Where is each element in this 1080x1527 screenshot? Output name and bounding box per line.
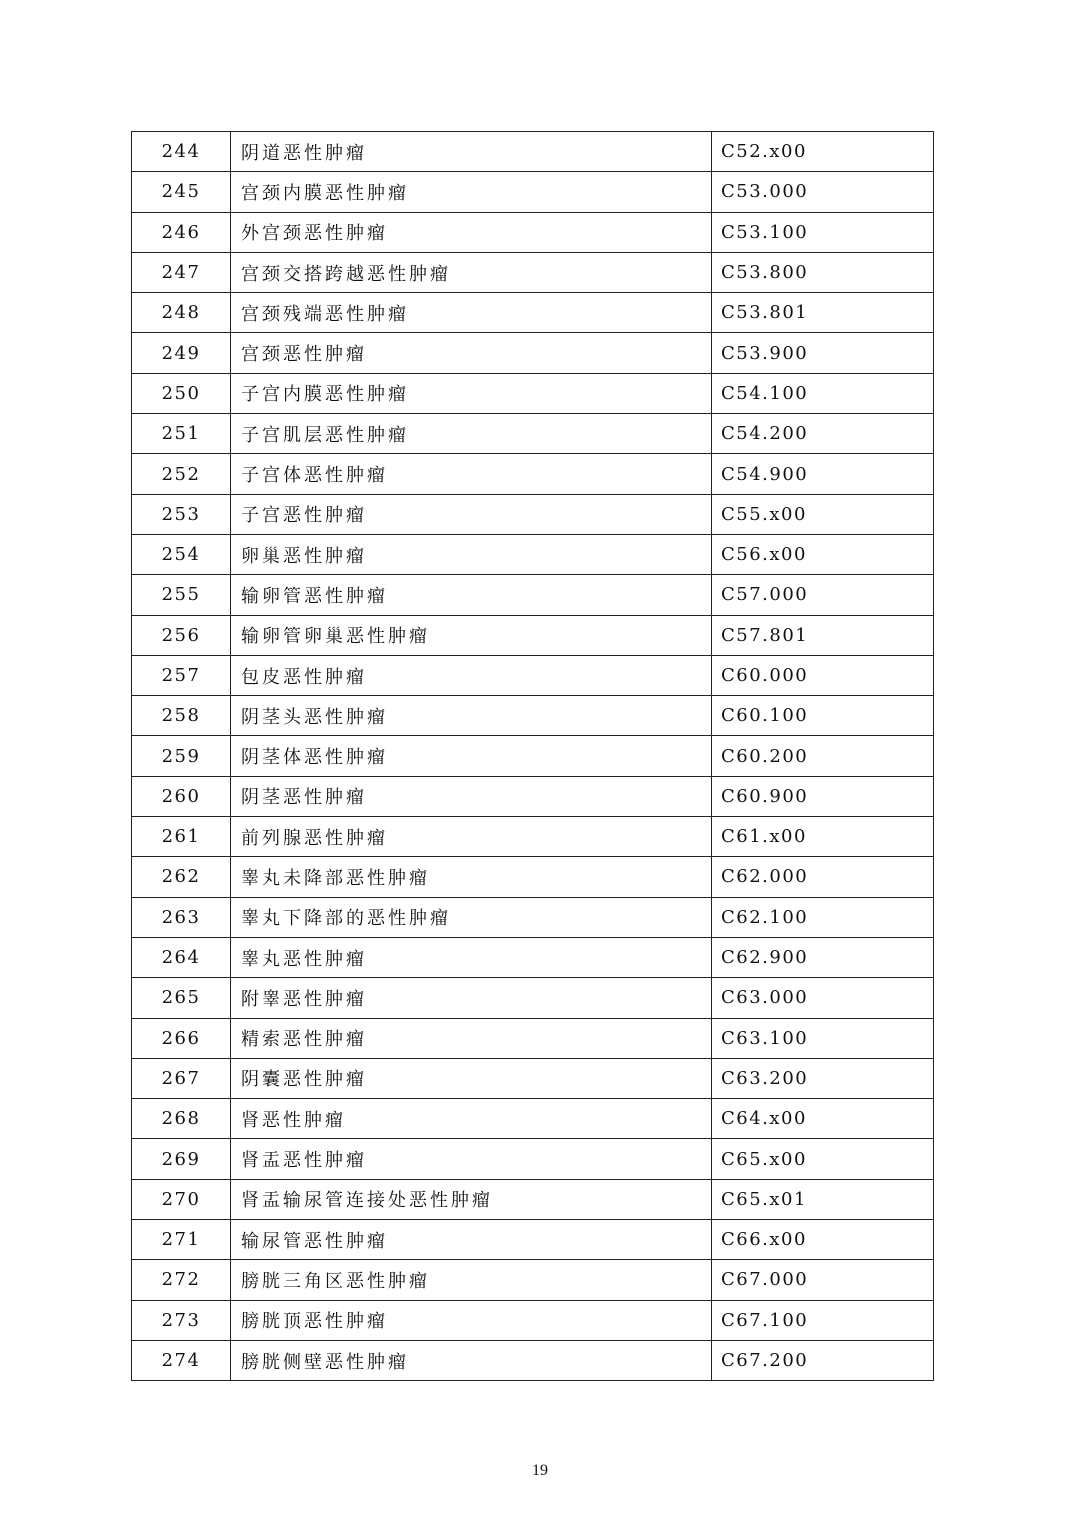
row-number-cell: 257 <box>132 655 231 695</box>
icd-code-cell: C63.200 <box>712 1058 934 1098</box>
icd-code-cell: C53.800 <box>712 252 934 292</box>
icd-code-cell: C63.100 <box>712 1018 934 1058</box>
disease-name-cell: 阴茎体恶性肿瘤 <box>231 736 712 776</box>
table-row <box>132 575 934 615</box>
disease-name-cell: 肾恶性肿瘤 <box>231 1099 712 1139</box>
disease-name-cell: 精索恶性肿瘤 <box>231 1018 712 1058</box>
row-number-cell: 271 <box>132 1220 231 1260</box>
disease-name-cell: 包皮恶性肿瘤 <box>231 655 712 695</box>
row-number-cell: 246 <box>132 212 231 252</box>
icd-code-cell: C66.x00 <box>712 1220 934 1260</box>
disease-name-cell: 附睾恶性肿瘤 <box>231 978 712 1018</box>
table-row <box>132 333 934 373</box>
disease-name-cell: 肾盂输尿管连接处恶性肿瘤 <box>231 1179 712 1219</box>
icd-code-cell: C62.000 <box>712 857 934 897</box>
icd-code-cell: C61.x00 <box>712 817 934 857</box>
icd-code-cell: C54.900 <box>712 454 934 494</box>
row-number-cell: 269 <box>132 1139 231 1179</box>
disease-name-cell: 睾丸未降部恶性肿瘤 <box>231 857 712 897</box>
icd-code-cell: C67.100 <box>712 1300 934 1340</box>
table-row <box>132 978 934 1018</box>
disease-name-cell: 宫颈内膜恶性肿瘤 <box>231 172 712 212</box>
icd-code-cell: C52.x00 <box>712 132 934 172</box>
row-number-cell: 266 <box>132 1018 231 1058</box>
table-row <box>132 373 934 413</box>
icd-code-cell: C65.x01 <box>712 1179 934 1219</box>
icd-code-cell: C56.x00 <box>712 534 934 574</box>
row-number-cell: 270 <box>132 1179 231 1219</box>
table-row <box>132 212 934 252</box>
row-number-cell: 249 <box>132 333 231 373</box>
icd-code-cell: C53.100 <box>712 212 934 252</box>
row-number-cell: 248 <box>132 293 231 333</box>
table-row <box>132 252 934 292</box>
icd-code-cell: C60.900 <box>712 776 934 816</box>
table-row <box>132 414 934 454</box>
row-number-cell: 251 <box>132 414 231 454</box>
table-body <box>132 132 934 1381</box>
row-number-cell: 253 <box>132 494 231 534</box>
disease-name-cell: 宫颈恶性肿瘤 <box>231 333 712 373</box>
disease-name-cell: 睾丸下降部的恶性肿瘤 <box>231 897 712 937</box>
icd-code-cell: C67.200 <box>712 1340 934 1380</box>
table-row <box>132 1058 934 1098</box>
icd-code-cell: C62.900 <box>712 937 934 977</box>
disease-name-cell: 阴囊恶性肿瘤 <box>231 1058 712 1098</box>
row-number-cell: 272 <box>132 1260 231 1300</box>
disease-name-cell: 子宫肌层恶性肿瘤 <box>231 414 712 454</box>
row-number-cell: 259 <box>132 736 231 776</box>
disease-name-cell: 外宫颈恶性肿瘤 <box>231 212 712 252</box>
icd-code-cell: C64.x00 <box>712 1099 934 1139</box>
row-number-cell: 267 <box>132 1058 231 1098</box>
table-row <box>132 736 934 776</box>
row-number-cell: 261 <box>132 817 231 857</box>
disease-name-cell: 膀胱三角区恶性肿瘤 <box>231 1260 712 1300</box>
row-number-cell: 274 <box>132 1340 231 1380</box>
icd-code-cell: C60.100 <box>712 696 934 736</box>
table-row <box>132 454 934 494</box>
row-number-cell: 268 <box>132 1099 231 1139</box>
table-row <box>132 937 934 977</box>
table-row <box>132 132 934 172</box>
table-row <box>132 1260 934 1300</box>
row-number-cell: 252 <box>132 454 231 494</box>
icd-code-cell: C53.801 <box>712 293 934 333</box>
disease-name-cell: 睾丸恶性肿瘤 <box>231 937 712 977</box>
icd-code-cell: C57.801 <box>712 615 934 655</box>
disease-name-cell: 宫颈残端恶性肿瘤 <box>231 293 712 333</box>
disease-name-cell: 前列腺恶性肿瘤 <box>231 817 712 857</box>
table-row <box>132 1220 934 1260</box>
table-row <box>132 817 934 857</box>
disease-name-cell: 输尿管恶性肿瘤 <box>231 1220 712 1260</box>
icd-code-cell: C60.000 <box>712 655 934 695</box>
disease-name-cell: 宫颈交搭跨越恶性肿瘤 <box>231 252 712 292</box>
disease-name-cell: 卵巢恶性肿瘤 <box>231 534 712 574</box>
row-number-cell: 260 <box>132 776 231 816</box>
icd-code-cell: C62.100 <box>712 897 934 937</box>
row-number-cell: 256 <box>132 615 231 655</box>
disease-name-cell: 肾盂恶性肿瘤 <box>231 1139 712 1179</box>
row-number-cell: 254 <box>132 534 231 574</box>
icd-code-cell: C53.900 <box>712 333 934 373</box>
row-number-cell: 247 <box>132 252 231 292</box>
table-row <box>132 615 934 655</box>
table-row <box>132 655 934 695</box>
row-number-cell: 263 <box>132 897 231 937</box>
row-number-cell: 245 <box>132 172 231 212</box>
table-row <box>132 1179 934 1219</box>
row-number-cell: 250 <box>132 373 231 413</box>
row-number-cell: 262 <box>132 857 231 897</box>
icd-code-cell: C63.000 <box>712 978 934 1018</box>
icd-code-cell: C57.000 <box>712 575 934 615</box>
table-row <box>132 897 934 937</box>
table-row <box>132 696 934 736</box>
icd-code-cell: C60.200 <box>712 736 934 776</box>
disease-name-cell: 阴道恶性肿瘤 <box>231 132 712 172</box>
diagnosis-code-table <box>131 131 934 1381</box>
disease-name-cell: 膀胱顶恶性肿瘤 <box>231 1300 712 1340</box>
disease-name-cell: 输卵管卵巢恶性肿瘤 <box>231 615 712 655</box>
disease-name-cell: 输卵管恶性肿瘤 <box>231 575 712 615</box>
icd-code-cell: C65.x00 <box>712 1139 934 1179</box>
row-number-cell: 264 <box>132 937 231 977</box>
table-row <box>132 494 934 534</box>
table-row <box>132 1340 934 1380</box>
row-number-cell: 265 <box>132 978 231 1018</box>
disease-name-cell: 子宫恶性肿瘤 <box>231 494 712 534</box>
table-row <box>132 857 934 897</box>
row-number-cell: 244 <box>132 132 231 172</box>
icd-code-cell: C55.x00 <box>712 494 934 534</box>
table-row <box>132 172 934 212</box>
page-number: 19 <box>532 1462 548 1479</box>
table-row <box>132 1300 934 1340</box>
disease-name-cell: 子宫体恶性肿瘤 <box>231 454 712 494</box>
icd-code-cell: C54.100 <box>712 373 934 413</box>
row-number-cell: 273 <box>132 1300 231 1340</box>
row-number-cell: 258 <box>132 696 231 736</box>
table-row <box>132 293 934 333</box>
icd-code-cell: C53.000 <box>712 172 934 212</box>
icd-code-cell: C67.000 <box>712 1260 934 1300</box>
disease-name-cell: 膀胱侧壁恶性肿瘤 <box>231 1340 712 1380</box>
table-row <box>132 776 934 816</box>
icd-code-cell: C54.200 <box>712 414 934 454</box>
table-row <box>132 1018 934 1058</box>
table-row <box>132 534 934 574</box>
disease-name-cell: 阴茎头恶性肿瘤 <box>231 696 712 736</box>
table-row <box>132 1139 934 1179</box>
row-number-cell: 255 <box>132 575 231 615</box>
table-row <box>132 1099 934 1139</box>
disease-name-cell: 子宫内膜恶性肿瘤 <box>231 373 712 413</box>
disease-name-cell: 阴茎恶性肿瘤 <box>231 776 712 816</box>
